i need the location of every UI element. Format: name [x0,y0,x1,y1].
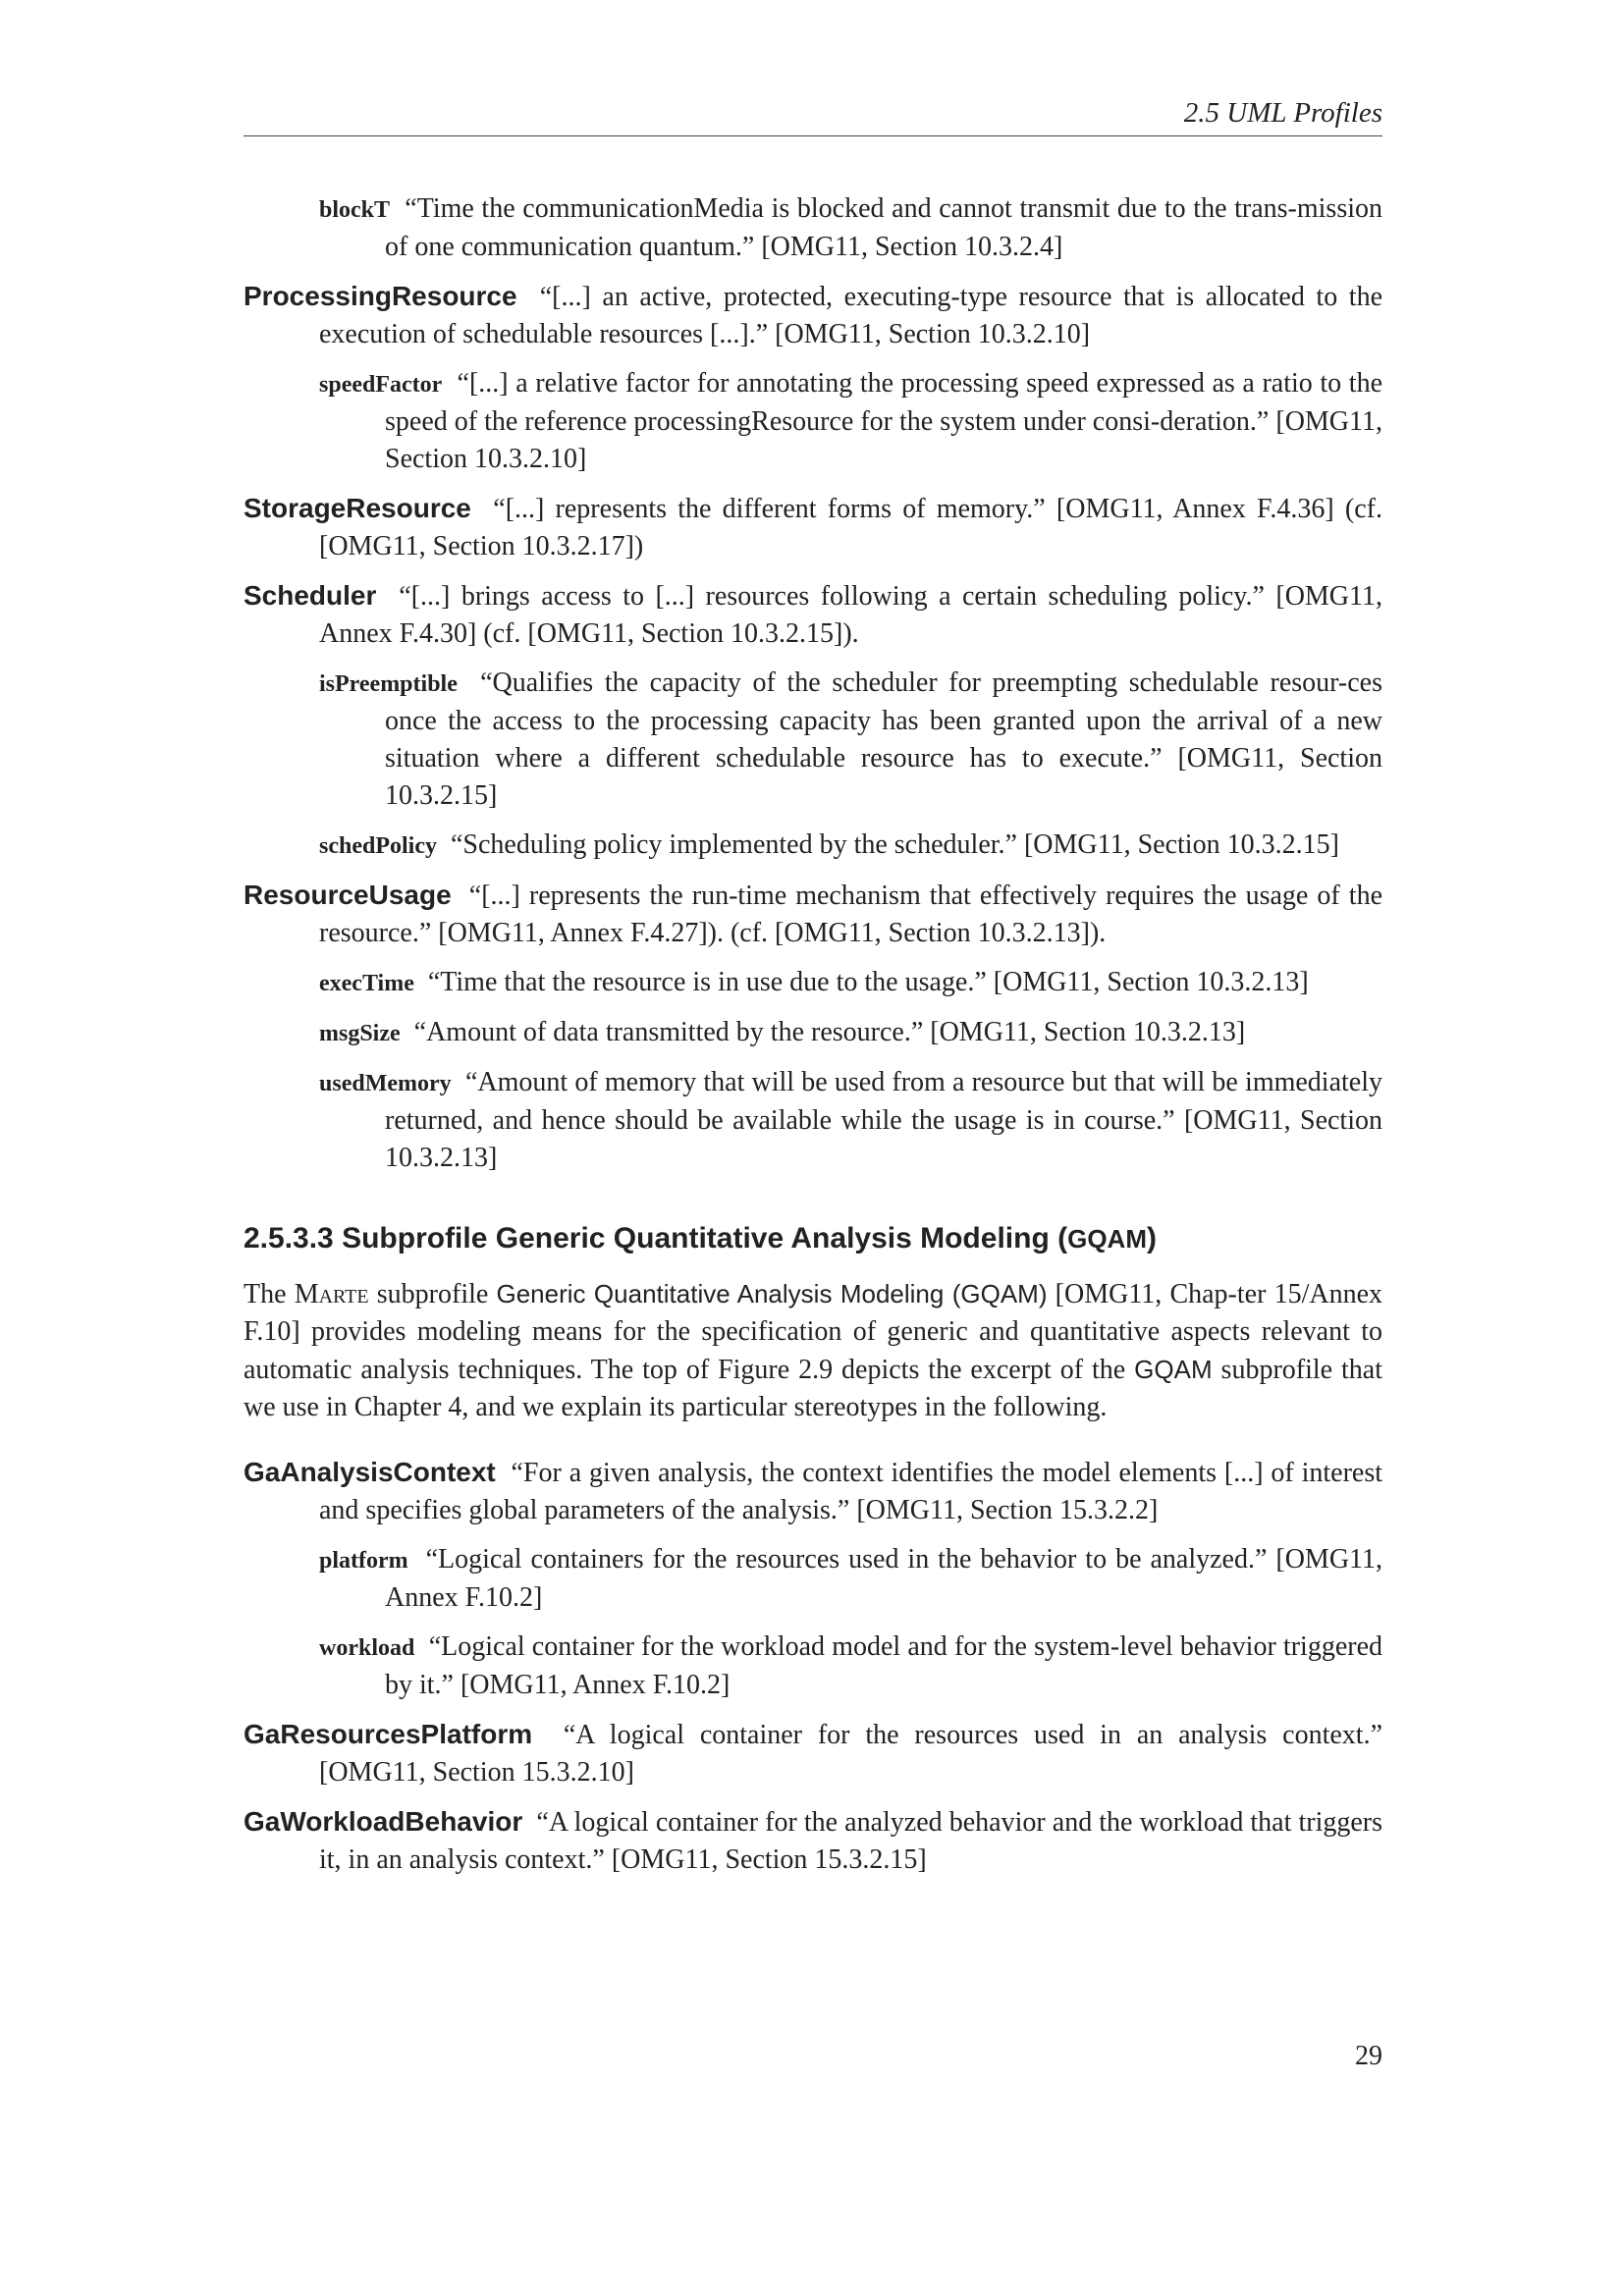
definition-text: “Logical container for the workload model and for the system-level behavior triggered by it.” [OMG11, Annex F.10.2] [385,1631,1382,1700]
definition-entry [319,1014,1382,1052]
definition-entry [319,665,1382,815]
definition-term: blockT [319,197,391,223]
definition-entry [319,190,1382,266]
definition-text: “A logical container for the analyzed behavior and the workload that triggers it, in an analysis context.” [OMG11, Section 15.3.2.15] [319,1807,1383,1875]
section-heading-close: ) [1146,1222,1157,1255]
definition-text: “[...] represents the run-time mechanism that effectively requires the usage of the resource.” [OMG11, Annex F.4.27]). (cf. [OMG11, Section 10.3.2.13]). [319,881,1382,948]
definition-entry [244,1716,1382,1791]
definition-text: “[...] brings access to [...] resources following a certain scheduling policy.” [OMG11, Annex F.4.30] (cf. [OMG11, Section 10.3.2.15]). [319,581,1382,649]
definition-term: msgSize [319,1021,401,1046]
definition-entry [319,964,1382,1002]
definition-term: execTime [319,971,414,996]
definition-term: workload [319,1635,415,1661]
definition-term: schedPolicy [319,833,437,859]
definition-text: “Scheduling policy implemented by the scheduler.” [OMG11, Section 10.3.2.15] [451,829,1339,860]
definition-text: “Qualifies the capacity of the scheduler for preempting schedulable resour-ces once the access to the processing capacity has been granted upon the arrival of a new situation where a different schedulable resource has to execute.” [OMG11, Section 10.3.2.15] [385,667,1382,811]
page [244,0,1382,2296]
definition-term: speedFactor [319,372,443,398]
header-rule [244,135,1382,136]
section-heading-abbr: GQAM [1067,1224,1147,1254]
definition-entry [244,490,1382,565]
definition-list-top [244,190,1382,1177]
section-heading-title: 2.5.3.3 Subprofile Generic Quantitative Analysis Modeling ( [244,1222,1068,1255]
definition-term: GaWorkloadBehavior [244,1806,523,1837]
definition-entry [319,365,1382,478]
definition-term: ResourceUsage [244,880,452,910]
definition-text: “For a given analysis, the context identifies the model elements [...] of interest and specifies global parameters of the analysis.” [OMG11, Section 15.3.2.2] [319,1458,1383,1525]
definition-term: usedMemory [319,1071,452,1096]
definition-text: “[...] an active, protected, executing-type resource that is allocated to the execution of schedulable resources [...].” [OMG11, Section 10.3.2.10] [319,282,1382,349]
definition-entry [244,278,1382,353]
paragraph-text: [OMG11, Chap-ter 15/Annex F.10] provides modeling means for the specification of generic and quantitative aspects relevant to automatic analysis techniques. The top of Figure 2.9 depicts the excerpt of the [244,1279,1383,1385]
paragraph-text: The [244,1279,295,1309]
definition-entry [319,1541,1382,1617]
definition-text: “[...] a relative factor for annotating the processing speed expressed as a ratio to the speed of the reference processingResource for the system under consi-deration.” [OMG11, Section 10.3.2.10] [385,368,1383,474]
running-title: 2.5 UML Profiles [1183,97,1382,129]
definition-term: ProcessingResource [244,281,517,311]
paragraph-text: subprofile [368,1279,497,1309]
definition-term: isPreemptible [319,671,458,697]
marte-name: Marte [294,1279,369,1309]
definition-term: Scheduler [244,580,377,611]
definition-text: “Time the communicationMedia is blocked and cannot transmit due to the trans-mission of one communication quantum.” [OMG11, Section 10.3.2.4] [385,193,1383,262]
definition-text: “Amount of data transmitted by the resource.” [OMG11, Section 10.3.2.13] [413,1017,1246,1047]
definition-entry [319,1064,1382,1177]
definition-entry [244,877,1382,952]
definition-text: “[...] represents the different forms of memory.” [OMG11, Annex F.4.36] (cf. [OMG11, Section 10.3.2.17]) [319,494,1382,561]
main-content [244,190,1382,1891]
gqam-abbr: GQAM [1134,1355,1213,1384]
definition-term: GaResourcesPlatform [244,1719,533,1749]
definition-term: GaAnalysisContext [244,1457,496,1487]
definition-entry [244,1803,1382,1879]
definition-text: “Logical containers for the resources used in the behavior to be analyzed.” [OMG11, Annex F.10.2] [385,1544,1383,1613]
subprofile-name: Generic Quantitative Analysis Modeling (GQAM) [496,1279,1048,1308]
section-paragraph [244,1275,1382,1426]
definition-text: “Amount of memory that will be used from a resource but that will be immediately returned, and hence should be available while the usage is in course.” [OMG11, Section 10.3.2.13] [385,1067,1382,1173]
paragraph-text: subprofile that we use in Chapter 4, and we explain its particular stereotypes in the following. [244,1355,1382,1422]
page-number: 29 [1355,2041,1382,2071]
definition-entry [244,1454,1382,1529]
definition-term: StorageResource [244,493,471,523]
definition-list-bottom [244,1454,1382,1879]
section-heading [244,1220,1382,1257]
definition-entry [244,577,1382,653]
definition-text: “Time that the resource is in use due to the usage.” [OMG11, Section 10.3.2.13] [427,967,1309,997]
definition-entry [319,827,1382,865]
definition-text: “A logical container for the resources used in an analysis context.” [OMG11, Section 15.3.2.10] [319,1720,1383,1788]
definition-entry [319,1629,1382,1704]
definition-term: platform [319,1548,408,1574]
